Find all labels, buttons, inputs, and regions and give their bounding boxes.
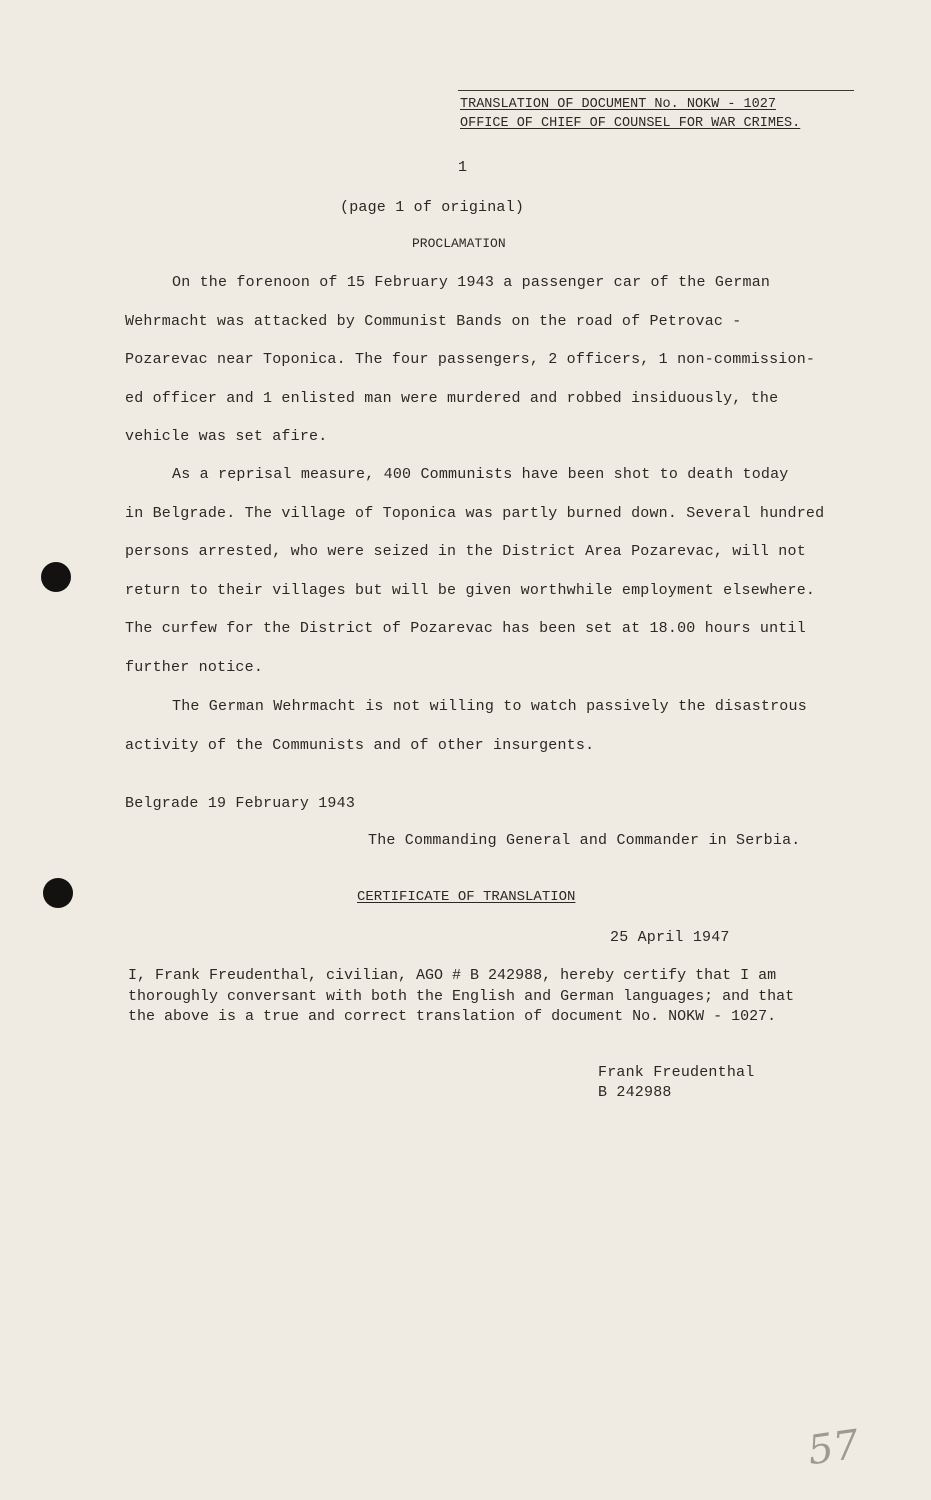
paragraph-line: vehicle was set afire. xyxy=(125,428,328,445)
paragraph-line: ed officer and 1 enlisted man were murdered and robbed insiduously, the xyxy=(125,389,779,407)
page-number: 1 xyxy=(458,159,468,176)
paragraph-line: further notice. xyxy=(125,658,264,676)
translator-signature xyxy=(598,1063,754,1103)
header-line-translation: TRANSLATION OF DOCUMENT No. NOKW - 1027 xyxy=(460,97,776,112)
paragraph-line: As a reprisal measure, 400 Communists have been shot to death today xyxy=(172,466,789,483)
certificate-date: 25 April 1947 xyxy=(610,929,730,946)
certificate-line: thoroughly conversant with both the English and German languages; and that xyxy=(128,987,795,1005)
document-title: PROCLAMATION xyxy=(412,236,506,251)
paragraph-line: return to their villages but will be given worthwhile employment elsewhere. xyxy=(125,581,816,599)
header-line-office: OFFICE OF CHIEF OF COUNSEL FOR WAR CRIMES. xyxy=(460,116,801,131)
paragraph-line: in Belgrade. The village of Toponica was partly burned down. Several hundred xyxy=(125,504,825,522)
place-date: Belgrade 19 February 1943 xyxy=(125,795,356,812)
paragraph-2 xyxy=(125,456,824,687)
header-top-rule xyxy=(458,90,854,91)
certificate-heading: CERTIFICATE OF TRANSLATION xyxy=(357,889,576,905)
signature-id: B 242988 xyxy=(598,1084,672,1101)
certificate-line: the above is a true and correct translation of document No. NOKW - 1027. xyxy=(128,1008,777,1025)
paragraph-1 xyxy=(125,264,815,457)
paragraph-line: On the forenoon of 15 February 1943 a passenger car of the German xyxy=(172,274,771,291)
paragraph-line: activity of the Communists and of other insurgents. xyxy=(125,736,595,754)
certificate-body xyxy=(128,966,794,1028)
page-subtitle: (page 1 of original) xyxy=(340,199,525,216)
paragraph-line: The curfew for the District of Pozarevac has been set at 18.00 hours until xyxy=(125,620,806,637)
signatory: The Commanding General and Commander in Serbia. xyxy=(368,832,801,849)
paragraph-line: Wehrmacht was attacked by Communist Bands on the road of Petrovac - xyxy=(125,312,742,330)
certificate-line: I, Frank Freudenthal, civilian, AGO # B 242988, hereby certify that I am xyxy=(128,967,777,984)
signature-name: Frank Freudenthal xyxy=(598,1064,755,1081)
paragraph-3 xyxy=(125,688,807,765)
paragraph-line: Pozarevac near Toponica. The four passengers, 2 officers, 1 non-commission- xyxy=(125,351,816,368)
paragraph-line: The German Wehrmacht is not willing to watch passively the disastrous xyxy=(172,698,807,715)
handwritten-page-mark: 57 xyxy=(805,1421,862,1475)
punch-hole-lower xyxy=(43,878,73,908)
punch-hole-upper xyxy=(41,562,71,592)
document-header xyxy=(460,95,800,133)
paragraph-line: persons arrested, who were seized in the District Area Pozarevac, will not xyxy=(125,543,806,560)
